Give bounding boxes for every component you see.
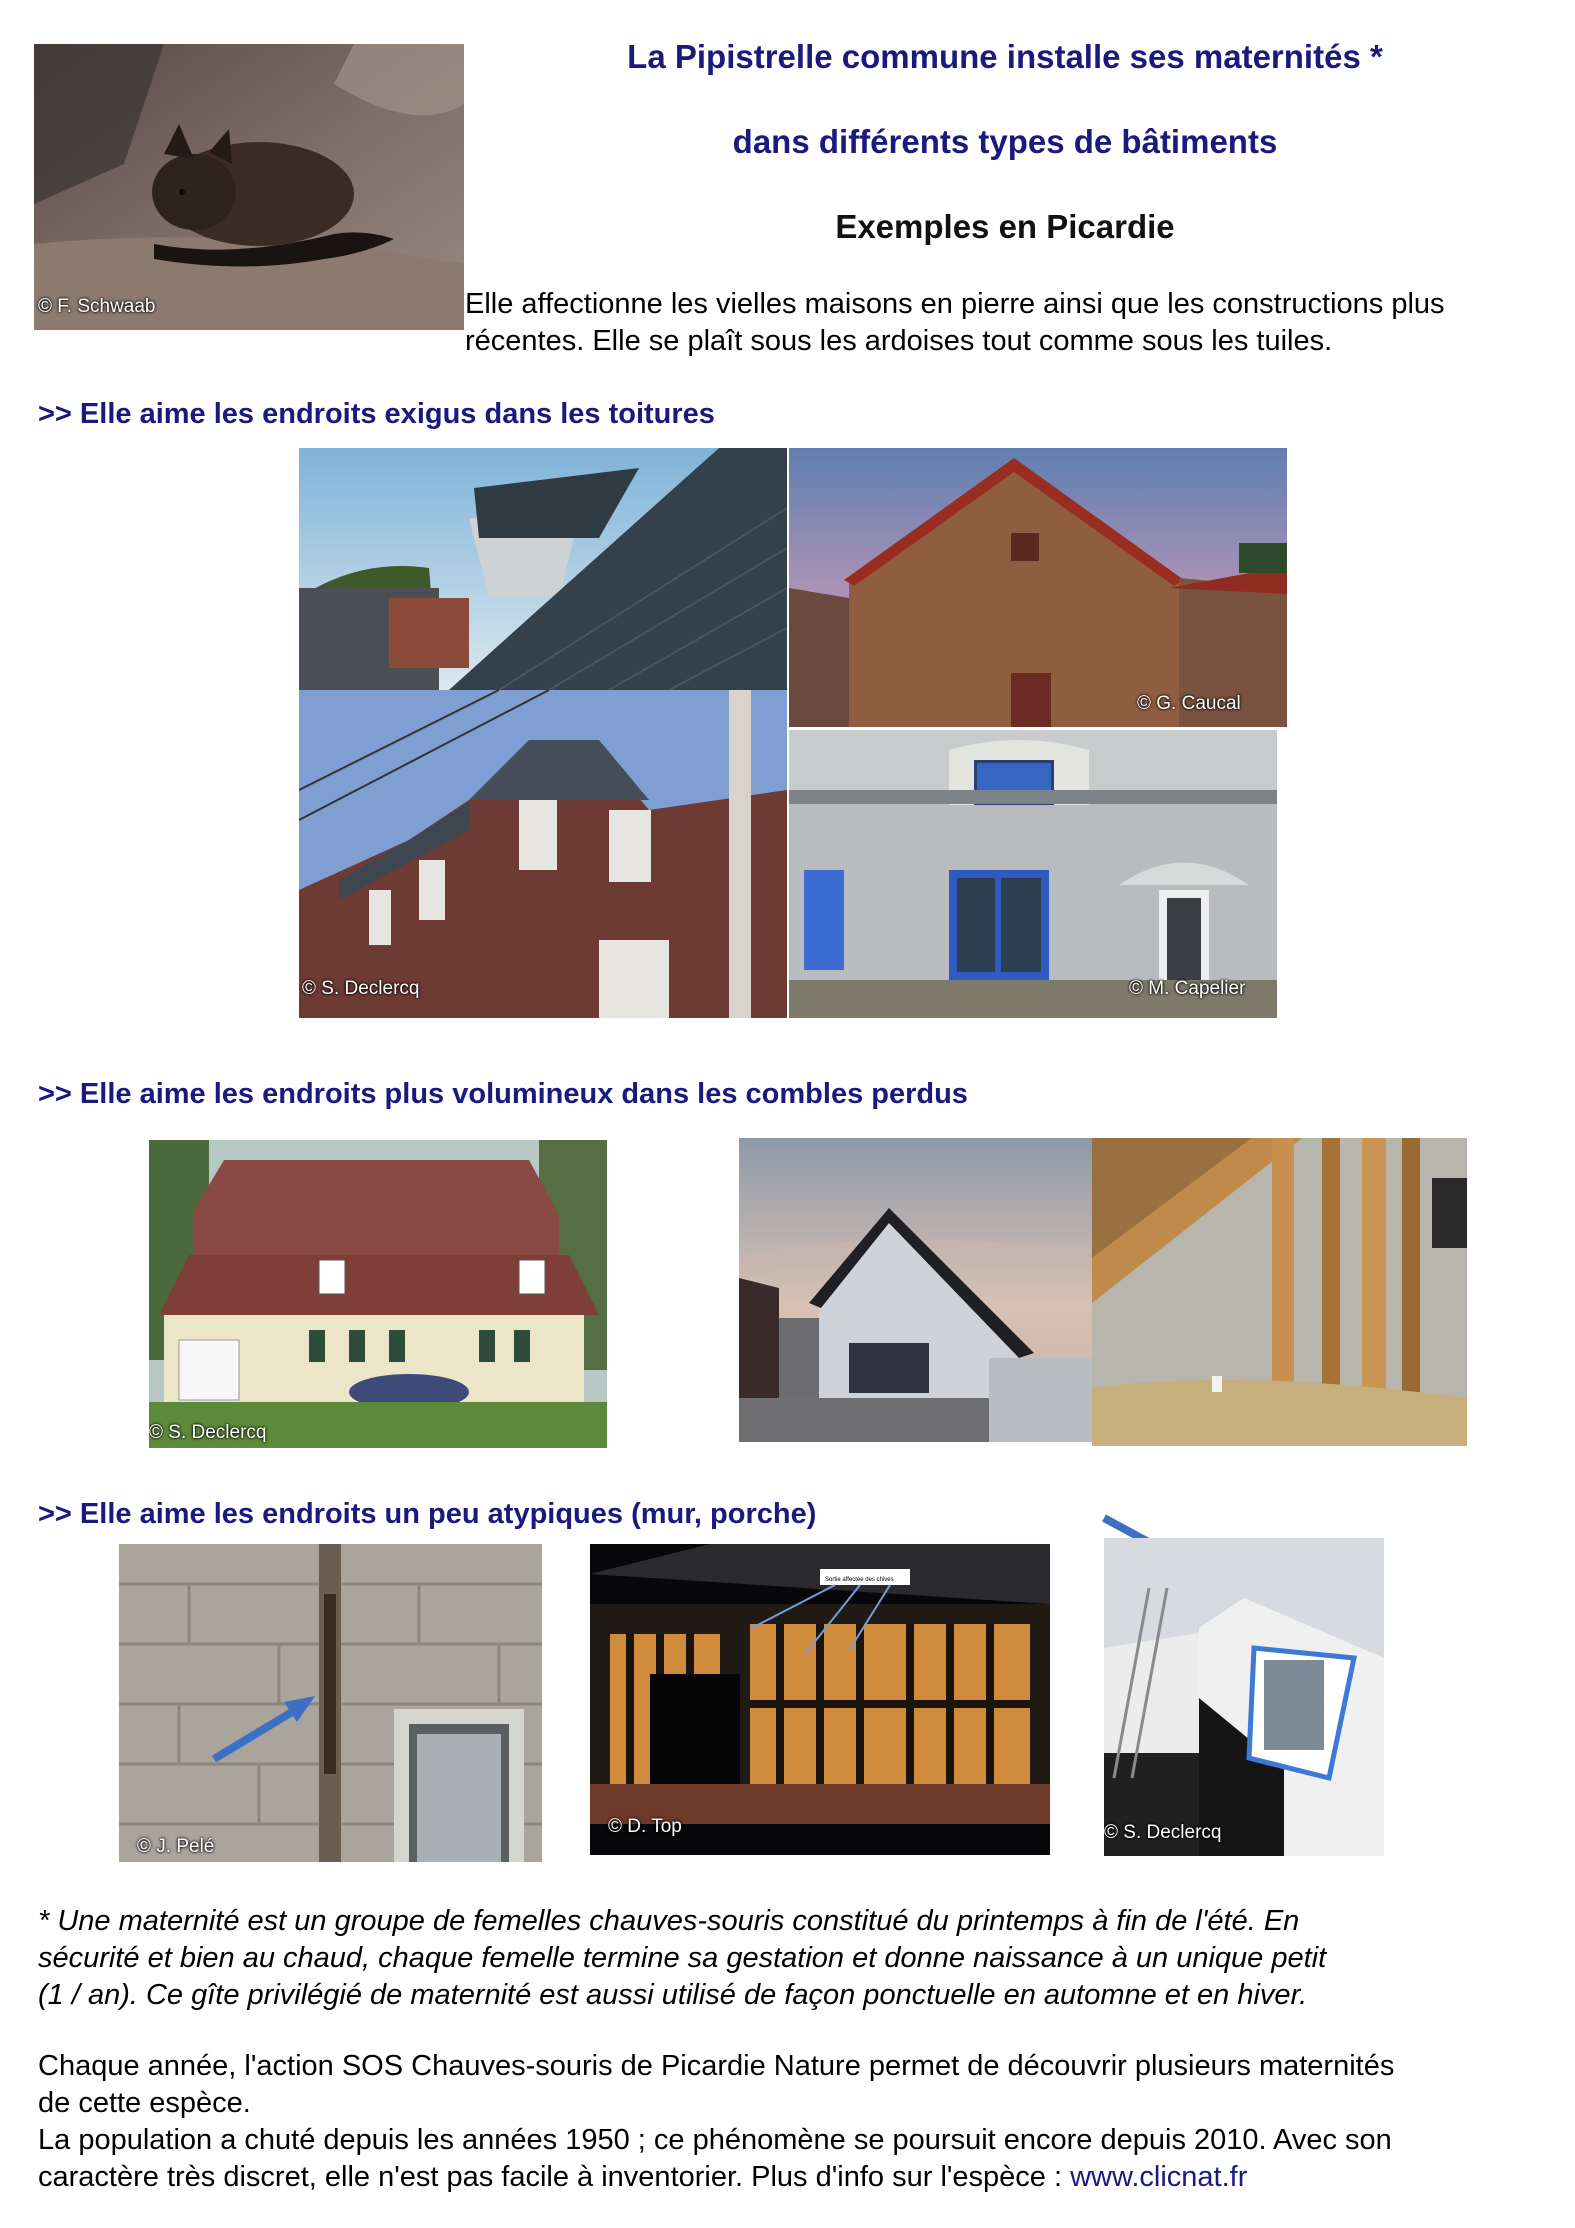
credit-declercq-3: © S. Declercq bbox=[1104, 1822, 1222, 1843]
footnote-line: * Une maternité est un groupe de femelles chauves-souris constitué du printemps à fin de l'été. En bbox=[38, 1905, 1300, 1937]
photo-slate-roof bbox=[299, 448, 787, 690]
photo-suburban-house bbox=[149, 1140, 607, 1448]
clicnat-link[interactable]: www.clicnat.fr bbox=[1070, 2161, 1248, 2193]
credit-declercq-2: © S. Declercq bbox=[149, 1422, 267, 1443]
section-heading-attics: >> Elle aime les endroits plus volumineux dans les combles perdus bbox=[38, 1078, 968, 1110]
closing-paragraph bbox=[38, 2048, 1543, 2196]
credit-top: © D. Top bbox=[608, 1816, 682, 1837]
page-subtitle: Exemples en Picardie bbox=[835, 208, 1175, 245]
photo-attic-beams bbox=[1092, 1138, 1467, 1446]
credit-caucal: © G. Caucal bbox=[1137, 693, 1241, 714]
page-title-line-2: dans différents types de bâtiments bbox=[732, 123, 1278, 160]
photo-timber-porch bbox=[590, 1544, 1050, 1855]
intro-line: Elle affectionne les vielles maisons en pierre ainsi que les constructions plus bbox=[465, 288, 1445, 320]
closing-line: La population a chuté depuis les années 1950 ; ce phénomène se poursuit encore depuis 2010. Avec son bbox=[38, 2124, 1392, 2156]
bat-photo-credit: © F. Schwaab bbox=[38, 296, 156, 317]
footnote-line: (1 / an). Ce gîte privilégié de maternité est aussi utilisé de façon ponctuelle en automne et en hiver. bbox=[38, 1979, 1308, 2011]
closing-line-text: caractère très discret, elle n'est pas facile à inventorier. Plus d'info sur l'espèce : bbox=[38, 2161, 1071, 2193]
photo-blue-shutters-house bbox=[789, 730, 1277, 1018]
photo-block-wall-crack bbox=[119, 1544, 542, 1862]
section-heading-roofs: >> Elle aime les endroits exigus dans les toitures bbox=[38, 398, 715, 430]
photo-brick-row-houses bbox=[299, 690, 787, 1018]
photo-gable-wall-building bbox=[1104, 1538, 1384, 1856]
closing-line: Chaque année, l'action SOS Chauves-souris de Picardie Nature permet de découvrir plusieurs maternités bbox=[38, 2050, 1395, 2082]
credit-declercq-1: © S. Declercq bbox=[302, 978, 420, 999]
bat-photo bbox=[34, 44, 464, 330]
photo-modern-house-dusk bbox=[739, 1138, 1092, 1442]
photo-tile-gable bbox=[789, 448, 1287, 727]
credit-capelier: © M. Capelier bbox=[1129, 978, 1246, 999]
closing-line-with-link bbox=[38, 2159, 1543, 2196]
credit-pele: © J. Pelé bbox=[137, 1836, 215, 1857]
footnote-line: sécurité et bien au chaud, chaque femelle termine sa gestation et donne naissance à un unique petit bbox=[38, 1942, 1327, 1974]
intro-paragraph bbox=[465, 286, 1555, 360]
porch-sign-text: Sortie affectée des chives bbox=[825, 1577, 894, 1583]
page-title: La Pipistrelle commune installe ses maternités * bbox=[627, 38, 1383, 75]
section-heading-atypical: >> Elle aime les endroits un peu atypiques (mur, porche) bbox=[38, 1498, 817, 1530]
intro-line: récentes. Elle se plaît sous les ardoises tout comme sous les tuiles. bbox=[465, 325, 1333, 357]
footnote-maternity-definition bbox=[38, 1903, 1543, 2014]
closing-line: de cette espèce. bbox=[38, 2087, 251, 2119]
